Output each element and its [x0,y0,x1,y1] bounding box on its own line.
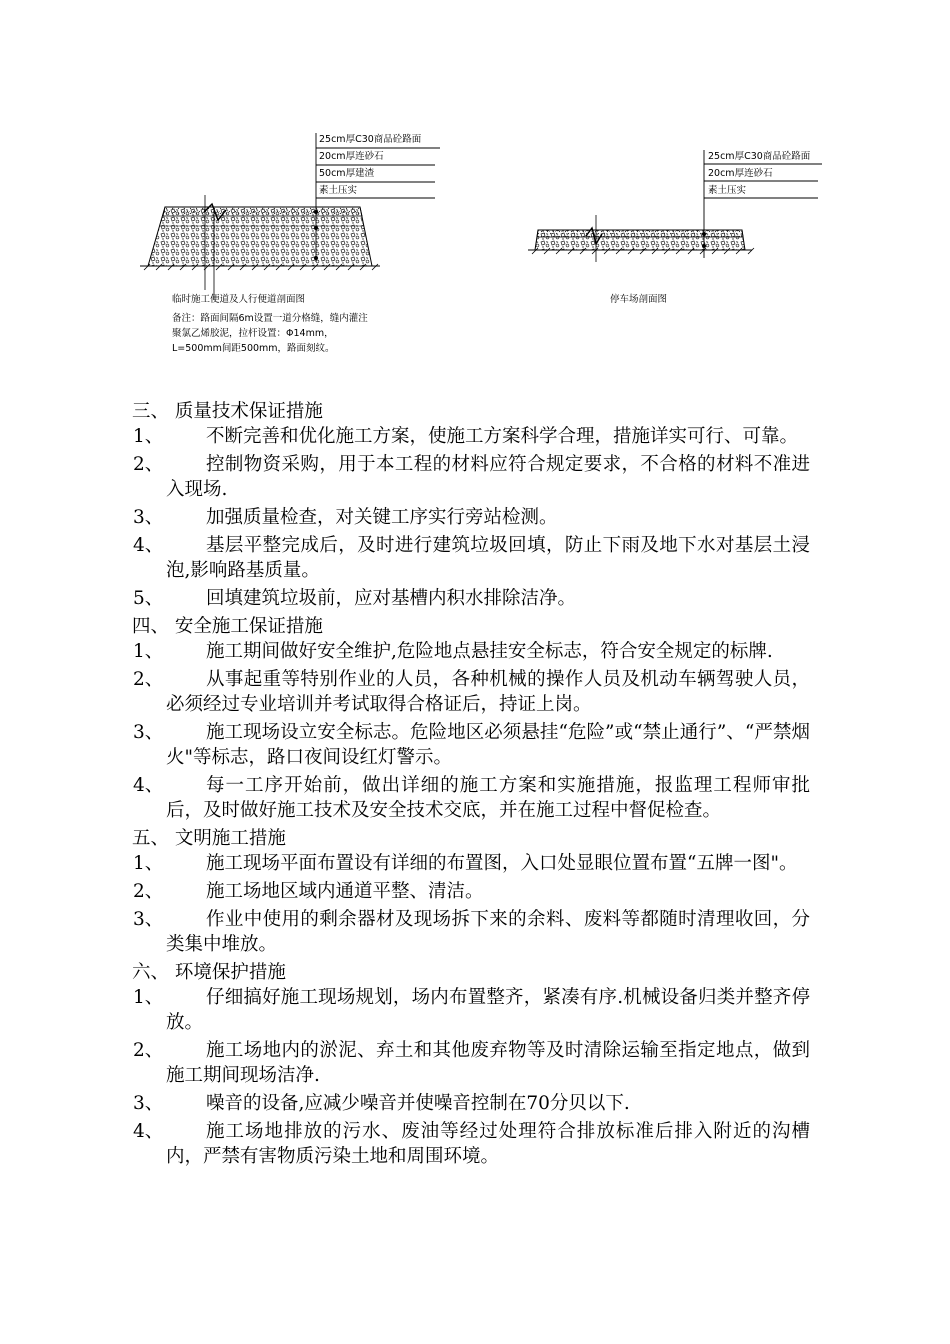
item-number: 2、 [133,669,164,690]
left-layer-label: 素土压实 [319,185,358,196]
item-text: 施工现场平面布置设有详细的布置图，入口处显眼位置布置“五牌一图"。 [206,853,798,874]
item-number: 2、 [133,454,164,475]
list-item [130,505,810,530]
list-item [130,667,810,717]
section-heading: 六、 环境保护措施 [132,962,286,983]
left-figure-caption: 临时施工便道及人行便道剖面图 [172,294,306,305]
item-text: 控制物资采购，用于本工程的材料应符合规定要求，不合格的材料不准进入现场. [166,454,810,500]
list-item [130,533,810,583]
left-section-drawing [140,133,440,300]
list-item [130,985,810,1035]
item-text: 施工场地排放的污水、废油等经过处理符合排放标准后排入附近的沟槽内，严禁有害物质污染土地和周围环境。 [166,1121,810,1167]
item-number: 4、 [133,775,164,796]
right-figure-caption: 停车场剖面图 [610,294,668,305]
list-item [130,1038,810,1088]
item-number: 1、 [133,641,164,662]
list-item [130,907,810,957]
list-item [130,1091,810,1116]
list-item [130,1119,810,1169]
item-number: 1、 [133,987,164,1008]
right-layer-label: 25cm厚C30商品砼路面 [708,151,811,162]
item-number: 4、 [133,535,164,556]
right-layer-label: 素土压实 [708,185,747,196]
item-text: 噪音的设备,应减少噪音并使噪音控制在70分贝以下. [206,1093,630,1114]
item-text: 从事起重等特别作业的人员，各种机械的操作人员及机动车辆驾驶人员，必须经过专业培训并考试取得合格证后，持证上岗。 [166,669,810,715]
item-text: 仔细搞好施工现场规划，场内布置整齐，紧凑有序.机械设备归类并整齐停放。 [166,987,810,1033]
left-figure-note: 备注：路面间隔6m设置一道分格缝，缝内灌注聚氯乙烯胶泥，拉杆设置：Φ14mm，L=500mm间距500mm，路面刻纹。 [172,313,368,354]
item-number: 5、 [133,588,164,609]
item-text: 基层平整完成后，及时进行建筑垃圾回填，防止下雨及地下水对基层土浸泡,影响路基质量。 [166,535,810,581]
item-text: 回填建筑垃圾前，应对基槽内积水排除洁净。 [206,588,577,609]
item-text: 施工场地内的淤泥、弃土和其他废弃物等及时清除运输至指定地点，做到施工期间现场洁净. [166,1040,810,1086]
section-heading: 三、 质量技术保证措施 [132,401,323,422]
list-item [130,851,810,876]
item-number: 3、 [133,909,164,930]
item-number: 1、 [133,426,164,447]
list-item [130,586,810,611]
section-heading: 四、 安全施工保证措施 [132,616,323,637]
item-number: 3、 [133,507,164,528]
list-item [130,879,810,904]
item-number: 3、 [133,722,164,743]
item-text: 加强质量检查，对关键工序实行旁站检测。 [206,507,558,528]
left-layer-label: 50cm厚建渣 [319,168,375,179]
list-item [130,639,810,664]
item-number: 3、 [133,1093,164,1114]
document-body [130,399,810,1172]
right-section-drawing [528,150,822,262]
item-text: 每一工序开始前，做出详细的施工方案和实施措施，报监理工程师审批后，及时做好施工技术及安全技术交底，并在施工过程中督促检查。 [166,775,810,821]
item-text: 施工现场设立安全标志。危险地区必须悬挂“危险”或“禁止通行”、“严禁烟火"等标志，路口夜间设红灯警示。 [166,722,810,768]
right-layer-label: 20cm厚连砂石 [708,168,773,179]
left-layer-label: 25cm厚C30商品砼路面 [319,134,422,145]
section-heading: 五、 文明施工措施 [132,828,286,849]
item-text: 作业中使用的剩余器材及现场拆下来的余料、废料等都随时清理收回，分类集中堆放。 [166,909,810,955]
item-number: 2、 [133,1040,164,1061]
left-layer-label: 20cm厚连砂石 [319,151,384,162]
list-item [130,773,810,823]
list-item [130,720,810,770]
item-number: 4、 [133,1121,164,1142]
item-text: 施工期间做好安全维护,危险地点悬挂安全标志，符合安全规定的标牌. [206,641,773,662]
list-item [130,452,810,502]
item-number: 1、 [133,853,164,874]
item-text: 施工场地区域内通道平整、清洁。 [206,881,484,902]
item-number: 2、 [133,881,164,902]
list-item [130,424,810,449]
item-text: 不断完善和优化施工方案，使施工方案科学合理，措施详实可行、可靠。 [206,426,799,447]
